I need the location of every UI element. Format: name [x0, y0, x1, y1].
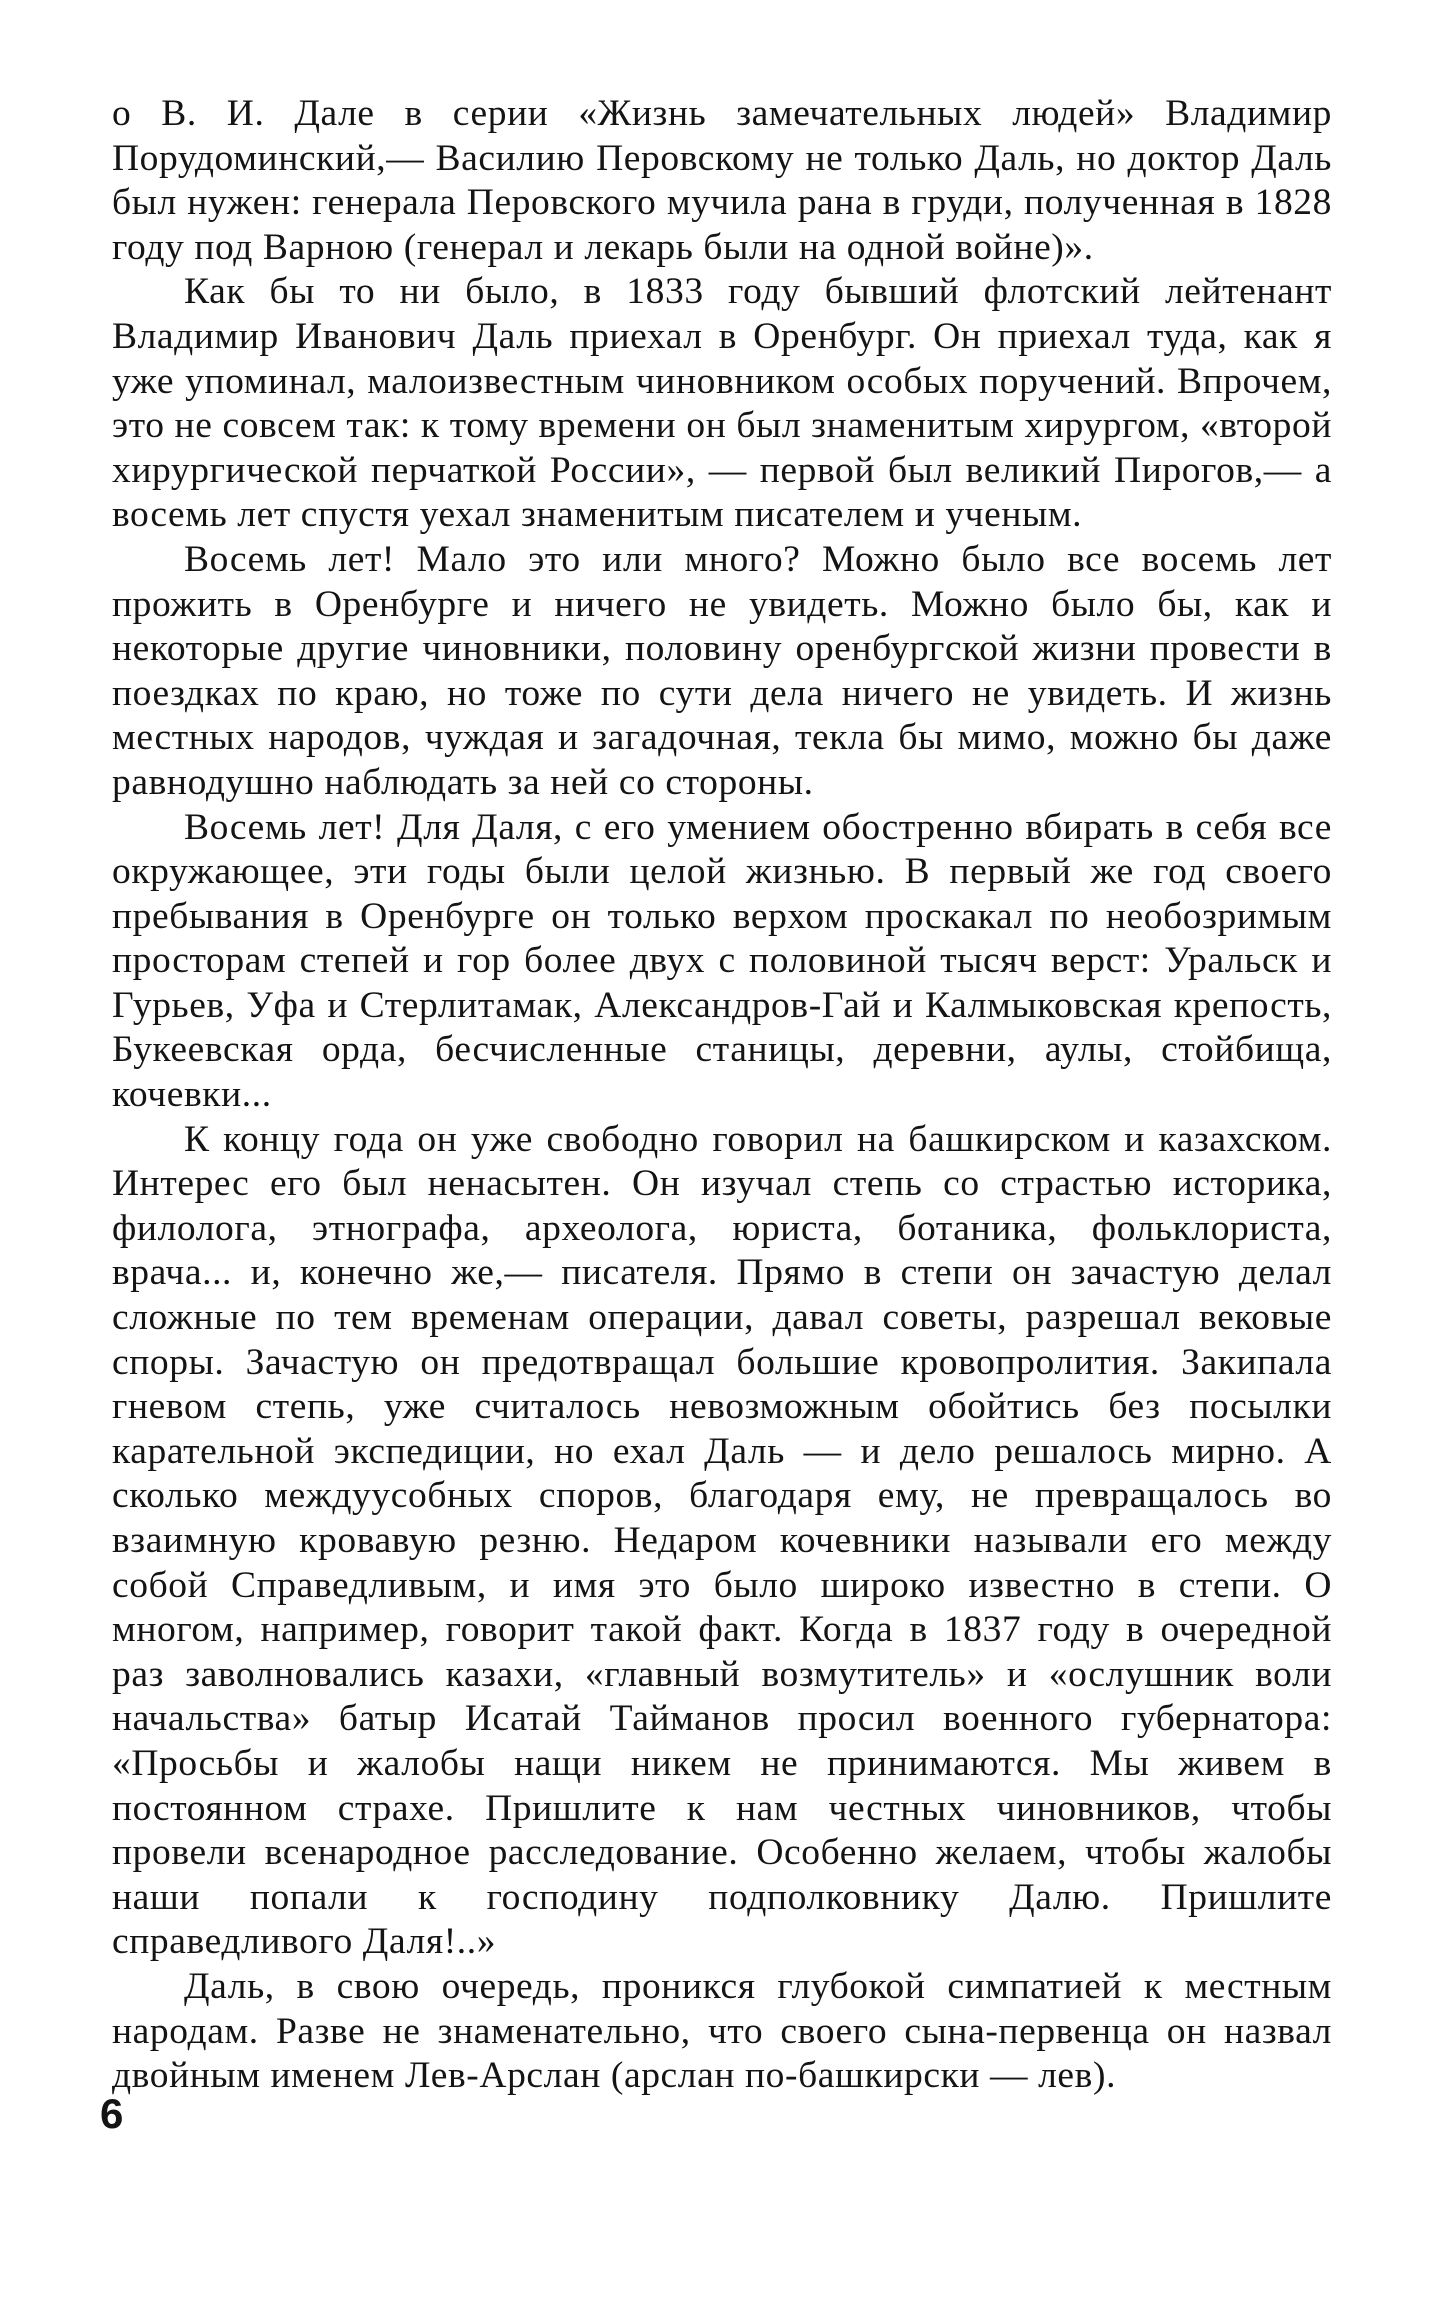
paragraph-1: о В. И. Дале в серии «Жизнь замечательных людей» Владимир Порудоминский,— Василию Перовскому не только Даль, но доктор Даль был нужен: генерала Перовского мучила рана в груди, полученная в 1828 году под Варною (генерал и лекарь были на одной войне)».: [112, 93, 1332, 268]
paragraph-5: К концу года он уже свободно говорил на башкирском и казахском. Интерес его был ненасытен. Он изучал степь со страстью историка, филолога, этнографа, археолога, юриста, ботаника, фольклориста, врача... и, конечно же,— писателя. Прямо в степи он зачастую делал сложные по тем временам операции, давал советы, разрешал вековые споры. Зачастую он предотвращал большие кровопролития. Закипала гневом степь, уже считалось невозможным обойтись без посылки карательной экспедиции, но ехал Даль — и дело решалось мирно. А сколько междуусобных споров, благодаря ему, не превращалось во взаимную кровавую резню. Недаром кочевники называли его между собой Справедливым, и имя это было широко известно в степи. О многом, например, говорит такой факт. Когда в 1837 году в очередной раз заволновались казахи, «главный возмутитель» и «ослушник воли начальства» батыр Исатай Тайманов просил военного губернатора: «Просьбы и жалобы нащи никем не принимаются. Мы живем в постоянном страхе. Пришлите к нам честных чиновников, чтобы провели всенародное расследование. Особенно желаем, чтобы жалобы наши попали к господину подполковнику Далю. Пришлите справедливого Даля!..»: [112, 1118, 1332, 1963]
page-body: [112, 92, 1332, 2099]
page-number: 6: [100, 2090, 124, 2137]
paragraph-3: Восемь лет! Мало это или много? Можно было все восемь лет прожить в Оренбурге и ничего не увидеть. Можно было бы, как и некоторые другие чиновники, половину оренбургской жизни провести в поездках по краю, но тоже по сути дела ничего не увидеть. И жизнь местных народов, чуждая и загадочная, текла бы мимо, можно бы даже равнодушно наблюдать за ней со стороны.: [112, 538, 1332, 803]
paragraph-6: Даль, в свою очередь, проникся глубокой симпатией к местным народам. Разве не знаменательно, что своего сына-первенца он назвал двойным именем Лев-Арслан (арслан по-башкирски — лев).: [112, 1965, 1332, 2097]
paragraph-4: Восемь лет! Для Даля, с его умением обостренно вбирать в себя все окружающее, эти годы были целой жизнью. В первый же год своего пребывания в Оренбурге он только верхом проскакал по необозримым просторам степей и гор более двух с половиной тысяч верст: Уральск и Гурьев, Уфа и Стерлитамак, Александров-Гай и Калмыковская крепость, Букеевская орда, бесчисленные станицы, деревни, аулы, стойбища, кочевки...: [112, 806, 1332, 1116]
paragraph-2: Как бы то ни было, в 1833 году бывший флотский лейтенант Владимир Иванович Даль приехал в Оренбург. Он приехал туда, как я уже упоминал, малоизвестным чиновником особых поручений. Впрочем, это не совсем так: к тому времени он был знаменитым хирургом, «второй хирургической перчаткой России», — первой был великий Пирогов,— а восемь лет спустя уехал знаменитым писателем и ученым.: [112, 271, 1332, 536]
